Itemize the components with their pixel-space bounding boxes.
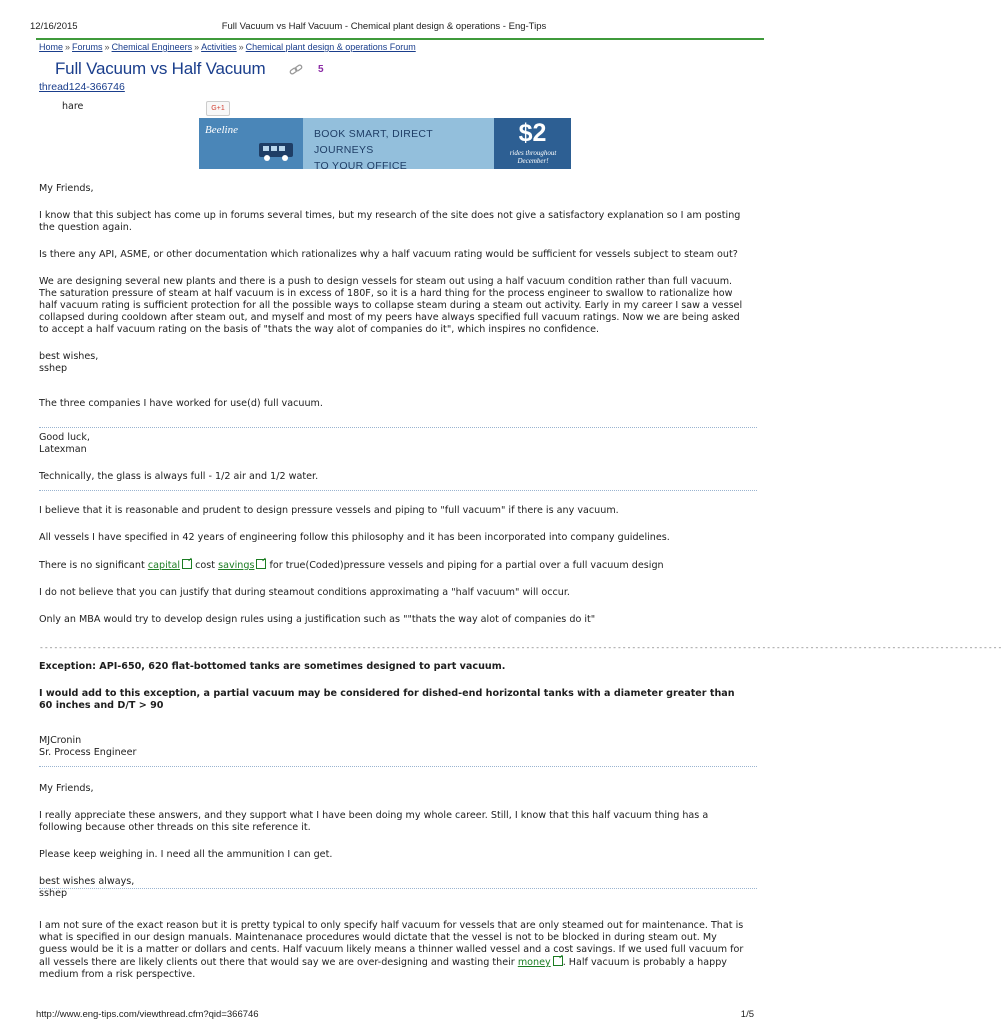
breadcrumb-chemical-engineers[interactable]: Chemical Engineers <box>111 42 193 52</box>
ad-brand: Beeline <box>205 124 238 136</box>
bold-text: I would add to this exception, a partial vacuum may be considered for dished-end horizontal tanks with a diameter greater than 60 inches and D/T > 90 <box>39 688 735 711</box>
post-4 <box>39 505 744 626</box>
post-4-signature <box>39 735 744 759</box>
ad-line-2: TO YOUR OFFICE <box>314 160 408 172</box>
breadcrumb-home[interactable]: Home <box>39 42 64 52</box>
thread-id-link[interactable]: thread124-366746 <box>39 81 125 93</box>
post-text: I believe that it is reasonable and prudent to design pressure vessels and piping to "full vacuum" if there is any vacuum. <box>39 505 619 516</box>
capital-link[interactable]: capital <box>147 560 181 571</box>
share-label[interactable]: hare <box>62 101 84 112</box>
signature-line: sshep <box>39 363 68 374</box>
post-separator <box>39 490 757 491</box>
ad-text <box>314 126 494 174</box>
external-link-icon <box>553 956 563 966</box>
breadcrumb-forum[interactable]: Chemical plant design & operations Forum <box>245 42 416 52</box>
post-text: Technically, the glass is always full - 1/2 air and 1/2 water. <box>39 471 319 482</box>
ad-left-panel <box>199 118 303 169</box>
post-separator <box>39 888 757 889</box>
link-icon[interactable] <box>289 64 303 76</box>
print-header <box>0 0 768 36</box>
print-title: Full Vacuum vs Half Vacuum - Chemical plant design & operations - Eng-Tips <box>221 21 547 32</box>
savings-link[interactable]: savings <box>218 560 255 571</box>
signature-line: best wishes always, <box>39 876 135 887</box>
post-4-exception <box>39 661 744 712</box>
post-text: We are designing several new plants and there is a push to design vessels for steam out using a half vacuum condition rather than full vacuum. The saturation pressure of steam at half vacuum is in excess of 180F, so it is a hard thing for the process engineer to swallow to rationalize how half vacuum rating is sufficient protection for all the possible ways to collapse steam during a steam out activity. Early in my career I saw a vessel collapsed during cooldown after steam out, and myself and most of my peers have always specified full vacuum ratings. Now we are being asked to accept a half vacuum rating on the basis of "thats the way alot of companies do it", which inspires no confidence. <box>39 276 743 335</box>
post-text: All vessels I have specified in 42 years of engineering follow this philosophy and it has been incorporated into company guidelines. <box>39 532 670 543</box>
footer-url: http://www.eng-tips.com/viewthread.cfm?qid=366746 <box>36 1009 259 1020</box>
signature-line: Latexman <box>39 444 87 455</box>
post-6 <box>39 920 744 981</box>
bold-text: Exception: API-650, 620 flat-bottomed tanks are sometimes designed to part vacuum. <box>39 661 506 672</box>
post-2 <box>39 398 744 410</box>
post-text: I do not believe that you can justify that during steamout conditions approximating a "half vacuum" will occur. <box>39 587 570 598</box>
post-text: The three companies I have worked for use(d) full vacuum. <box>39 398 323 409</box>
star-count: 5 <box>318 64 324 75</box>
breadcrumb-activities[interactable]: Activities <box>201 42 237 52</box>
ad-banner[interactable] <box>199 118 571 172</box>
signature-line: Sr. Process Engineer <box>39 747 137 758</box>
signature-line: Good luck, <box>39 432 90 443</box>
post-text: Please keep weighing in. I need all the ammunition I can get. <box>39 849 333 860</box>
page-title: Full Vacuum vs Half Vacuum <box>55 59 266 78</box>
external-link-icon <box>256 559 266 569</box>
header-divider <box>36 38 764 40</box>
post-text: I am not sure of the exact reason but it is pretty typical to only specify half vacuum for vessels that are only steamed out for maintenance. That is what is specified in our design manuals. Maintenanace procedures would dictate that the vessel is not to be blocked in during steam out. My guess would be it is a matter or dollars and cents. Half vacuum likely means a thinner walled vessel and a cost savings. If we used full vacuum for all vessels there are likely clients out there that would say we are over-designing and wasting their money . Half vacuum is probably a happy medium from a risk perspective. <box>39 920 744 980</box>
post-text: There is no significant capital cost savings for true(Coded)pressure vessels and piping for a partial over a full vacuum design <box>39 560 664 571</box>
signature-line: MJCronin <box>39 735 82 746</box>
signature-line: sshep <box>39 888 68 899</box>
post-text: My Friends, <box>39 183 94 194</box>
ad-subtext: rides throughout December! <box>509 149 557 165</box>
breadcrumb: Home » Forums » Chemical Engineers » Activities » Chemical plant design & operations Forum <box>39 42 416 52</box>
post-text: Only an MBA would try to develop design rules using a justification such as ""thats the way alot of companies do it" <box>39 614 596 625</box>
ad-line-1: BOOK SMART, DIRECT JOURNEYS <box>314 128 433 156</box>
breadcrumb-forums[interactable]: Forums <box>72 42 103 52</box>
post-1 <box>39 183 744 375</box>
post-text: I really appreciate these answers, and they support what I have been doing my whole career. Still, I know that this half vacuum thing has a following because other threads on this site reference it. <box>39 810 709 833</box>
post-text: Is there any API, ASME, or other documentation which rationalizes why a half vacuum rating would be sufficient for vessels subject to steam out? <box>39 249 738 260</box>
dash-rule: -------------------------------------------------------------------------------------------------------------------------------------------------------------------------------------------------------- <box>39 643 1002 652</box>
bus-icon <box>257 140 297 162</box>
gplus-button[interactable]: G+1 <box>206 101 230 116</box>
post-separator <box>39 427 757 428</box>
ad-price-box <box>494 118 571 169</box>
post-text: My Friends, <box>39 783 94 794</box>
money-link[interactable]: money <box>517 957 551 968</box>
print-date: 12/16/2015 <box>30 21 78 32</box>
footer-page-number: 1/5 <box>740 1009 754 1020</box>
external-link-icon <box>182 559 192 569</box>
post-text: I know that this subject has come up in forums several times, but my research of the site does not give a satisfactory explanation so I am posting the question again. <box>39 210 741 233</box>
post-separator <box>39 766 757 767</box>
post-5 <box>39 783 744 900</box>
post-3 <box>39 432 744 483</box>
ad-price: $2 <box>518 119 547 147</box>
signature-line: best wishes, <box>39 351 99 362</box>
